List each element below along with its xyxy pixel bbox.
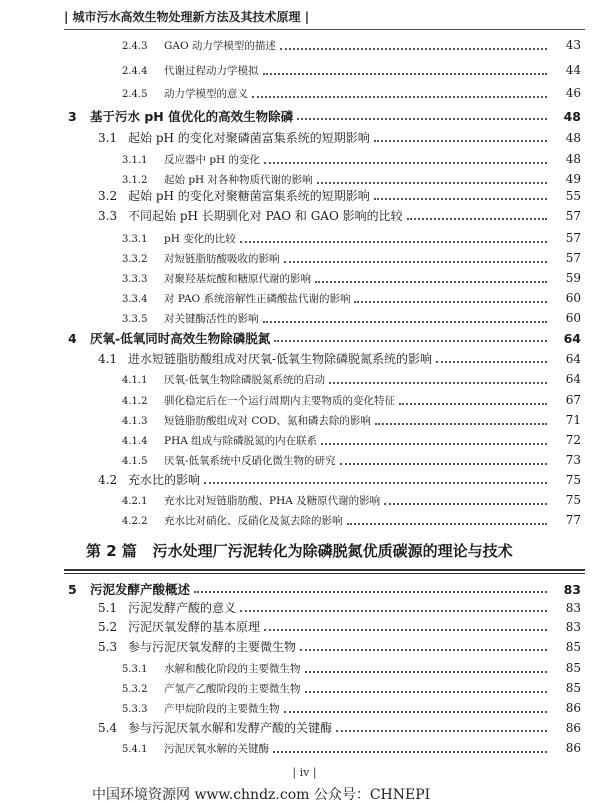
toc-entry	[0, 681, 609, 696]
toc-entry	[0, 741, 609, 756]
toc-entry-number: 3.3.4	[122, 294, 148, 305]
toc-entry-page: 44	[565, 63, 581, 77]
toc-entry-page: 46	[565, 86, 581, 100]
toc-entry-number: 3.3.5	[122, 314, 148, 325]
toc-entry-title: 产氢产乙酸阶段的主要微生物	[164, 683, 301, 695]
toc-entry-number: 5.3.1	[122, 664, 148, 675]
dot-leader	[284, 711, 548, 713]
toc-entry-number: 4	[68, 331, 77, 346]
toc-entry-title: 代谢过程动力学模拟	[164, 65, 259, 77]
toc-entry	[0, 433, 609, 448]
dot-leader	[384, 503, 547, 505]
toc-entry-number: 5.4.1	[122, 744, 148, 755]
toc-entry-title: 产甲烷阶段的主要微生物	[164, 703, 280, 715]
toc-entry-title: 充水比的影响	[128, 473, 201, 487]
toc-entry-title: 污泥发酵产酸的意义	[128, 601, 237, 615]
toc-entry-page: 83	[565, 620, 581, 634]
toc-entry	[0, 172, 609, 187]
toc-entry-number: 3.3.1	[122, 234, 148, 245]
toc-entry-number: 4.1.2	[122, 396, 148, 407]
dot-leader	[305, 671, 548, 673]
dot-leader	[263, 73, 548, 75]
toc-entry-number: 5	[68, 582, 77, 597]
dot-leader	[240, 610, 547, 612]
toc-entry-title: 驯化稳定后在一个运行周期内主要物质的变化特征	[164, 395, 395, 407]
dot-leader	[252, 96, 547, 98]
toc-entry-number: 3.3	[98, 209, 118, 223]
toc-entry-number: 4.1	[98, 352, 118, 366]
dot-leader	[399, 403, 547, 405]
toc-entry-number: 5.2	[98, 620, 118, 634]
toc-entry	[0, 350, 609, 367]
toc-entry-title: 参与污泥厌氧发酵的主要微生物	[128, 640, 297, 654]
toc-entry-page: 83	[565, 601, 581, 615]
toc-entry-title: 厌氧-低氧生物除磷脱氮系统的启动	[164, 374, 326, 386]
toc-entry-page: 67	[565, 393, 581, 407]
toc-entry-number: 2.4.5	[122, 89, 148, 100]
toc-entry-page: 48	[565, 131, 581, 145]
dot-leader	[204, 482, 547, 484]
toc-entry	[0, 86, 609, 101]
dot-leader	[375, 423, 547, 425]
toc-entry-number: 5.1	[98, 601, 118, 615]
toc-entry-title: 不同起始 pH 长期驯化对 PAO 和 GAO 影响的比较	[128, 209, 403, 223]
toc-entry-title: 基于污水 pH 值优化的高效生物除磷	[90, 109, 294, 124]
dot-leader	[315, 281, 547, 283]
running-header: | 城市污水高效生物处理新方法及其技术原理 |	[64, 10, 310, 24]
dot-leader	[374, 140, 547, 142]
toc-entry	[0, 372, 609, 387]
toc-entry-page: 86	[565, 721, 581, 735]
toc-entry-page: 85	[565, 640, 581, 654]
toc-entry	[0, 329, 609, 347]
toc-entry-title: 反应器中 pH 的变化	[164, 154, 261, 166]
dot-leader	[321, 443, 547, 445]
toc-entry-page: 57	[565, 231, 581, 245]
toc-entry-number: 3.3.2	[122, 254, 148, 265]
header-rule	[64, 29, 585, 30]
toc-entry-number: 5.3	[98, 640, 118, 654]
toc-entry	[0, 231, 609, 246]
dot-leader	[317, 182, 547, 184]
dot-leader	[407, 218, 547, 220]
dot-leader	[329, 382, 547, 384]
toc-entry-number: 4.1.5	[122, 456, 148, 467]
toc-entry-number: 4.2.2	[122, 516, 148, 527]
dot-leader	[297, 118, 547, 120]
toc-entry	[0, 311, 609, 326]
toc-entry-number: 3.1.1	[122, 155, 148, 166]
toc-entry-title: pH 变化的比较	[164, 233, 236, 245]
toc-entry-title: 对关键酶活性的影响	[164, 313, 259, 325]
part-rule	[64, 569, 585, 571]
toc-entry-page: 86	[565, 741, 581, 755]
dot-leader	[274, 340, 547, 342]
part-rule-thin	[64, 573, 585, 574]
toc-entry-number: 3.3.3	[122, 274, 148, 285]
toc-entry-page: 64	[563, 331, 581, 346]
toc-entry-page: 49	[565, 172, 581, 186]
toc-entry-page: 57	[565, 209, 581, 223]
toc-entry-title: 厌氧-低氧同时高效生物除磷脱氮	[90, 331, 271, 346]
toc-entry	[0, 393, 609, 408]
toc-entry-page: 48	[565, 152, 581, 166]
toc-entry-page: 64	[565, 352, 581, 366]
toc-entry-page: 55	[565, 189, 581, 203]
toc-entry-number: 2.4.4	[122, 66, 148, 77]
dot-leader	[194, 591, 547, 593]
toc-entry-number: 4.1.3	[122, 416, 148, 427]
toc-entry-title: 水解和酸化阶段的主要微生物	[164, 663, 301, 675]
toc-entry	[0, 207, 609, 224]
toc-entry-page: 77	[565, 513, 581, 527]
dot-leader	[273, 751, 547, 753]
dot-leader	[264, 629, 547, 631]
toc-entry-title: 动力学模型的意义	[164, 88, 248, 100]
toc-entry-title: 短链脂肪酸组成对 COD、氮和磷去除的影响	[164, 415, 371, 427]
toc-entry	[0, 291, 609, 306]
toc-entry	[0, 38, 609, 53]
toc-entry-page: 86	[565, 701, 581, 715]
toc-entry-page: 60	[565, 291, 581, 305]
toc-entry	[0, 580, 609, 598]
toc-entry-page: 85	[565, 681, 581, 695]
dot-leader	[340, 463, 547, 465]
toc-entry-number: 3	[68, 109, 77, 124]
dot-leader	[240, 241, 547, 243]
toc-entry-title: PHA 组成与除磷脱氮的内在联系	[164, 435, 318, 447]
toc-entry-number: 5.4	[98, 721, 118, 735]
toc-entry	[0, 618, 609, 635]
toc-entry-number: 4.1.1	[122, 375, 148, 386]
dot-leader	[264, 162, 547, 164]
toc-entry-page: 48	[563, 109, 581, 124]
toc-entry-number: 3.1.2	[122, 175, 148, 186]
toc-entry-title: 厌氧-低氧系统中反硝化微生物的研究	[164, 455, 336, 467]
toc-entry	[0, 63, 609, 78]
toc-entry-title: 污泥发酵产酸概述	[90, 582, 191, 597]
toc-entry-title: 对 PAO 系统溶解性正磷酸盐代谢的影响	[164, 293, 351, 305]
dot-leader	[305, 691, 548, 693]
toc-entry	[0, 413, 609, 428]
toc-entry-title: 起始 pH 的变化对聚糖菌富集系统的短期影响	[128, 189, 370, 203]
part-title: 污水处理厂污泥转化为除磷脱氮优质碳源的理论与技术	[152, 542, 513, 560]
toc-entry	[0, 513, 609, 528]
toc-entry	[0, 107, 609, 125]
toc-entry-page: 85	[565, 661, 581, 675]
toc-entry-title: 进水短链脂肪酸组成对厌氧-低氧生物除磷脱氮系统的影响	[128, 352, 433, 366]
dot-leader	[347, 523, 548, 525]
toc-entry-title: 充水比对短链脂肪酸、PHA 及糖原代谢的影响	[164, 495, 381, 507]
toc-entry	[0, 187, 609, 204]
toc-entry	[0, 599, 609, 616]
toc-entry	[0, 719, 609, 736]
toc-entry-title: 对短链脂肪酸吸收的影响	[164, 253, 280, 265]
toc-entry-title: 起始 pH 的变化对聚磷菌富集系统的短期影响	[128, 131, 370, 145]
toc-entry-number: 5.3.3	[122, 704, 148, 715]
toc-entry-number: 4.1.4	[122, 436, 148, 447]
toc-entry	[0, 701, 609, 716]
toc-entry-number: 5.3.2	[122, 684, 148, 695]
toc-entry-page: 83	[563, 582, 581, 597]
toc-entry	[0, 129, 609, 146]
toc-entry-title: 污泥厌氧水解的关键酶	[164, 743, 269, 755]
dot-leader	[436, 361, 547, 363]
dot-leader	[280, 48, 547, 50]
toc-entry	[0, 152, 609, 167]
toc-entry-page: 75	[565, 493, 581, 507]
toc-entry-page: 72	[565, 433, 581, 447]
dot-leader	[354, 301, 547, 303]
toc-entry-number: 2.4.3	[122, 41, 148, 52]
toc-entry-title: GAO 动力学模型的描述	[164, 40, 276, 52]
toc-entry-title: 对聚羟基烷酸和糖原代谢的影响	[164, 273, 311, 285]
toc-entry	[0, 453, 609, 468]
toc-entry-title: 充水比对硝化、反硝化及氮去除的影响	[164, 515, 343, 527]
toc-entry-number: 4.2.1	[122, 496, 148, 507]
toc-entry-page: 43	[565, 38, 581, 52]
toc-entry	[0, 251, 609, 266]
toc-entry-title: 污泥厌氧发酵的基本原理	[128, 620, 261, 634]
dot-leader	[336, 730, 547, 732]
dot-leader	[300, 649, 547, 651]
toc-entry-page: 75	[565, 473, 581, 487]
toc-entry-page: 71	[565, 413, 581, 427]
toc-entry	[0, 493, 609, 508]
page-number: | iv |	[292, 766, 317, 779]
toc-entry-title: 起始 pH 对各种物质代谢的影响	[164, 174, 313, 186]
toc-entry-number: 3.1	[98, 131, 118, 145]
dot-leader	[374, 198, 547, 200]
toc-entry-page: 60	[565, 311, 581, 325]
dot-leader	[263, 321, 548, 323]
part-heading	[86, 540, 513, 561]
toc-entry	[0, 638, 609, 655]
toc-entry-title: 参与污泥厌氧水解和发酵产酸的关键酶	[128, 721, 333, 735]
watermark-text: 中国环境资源网 www.chndz.com 公众号：CHNEPI	[92, 787, 431, 803]
toc-entry	[0, 471, 609, 488]
toc-entry-page: 73	[565, 453, 581, 467]
part-label: 第 2 篇	[86, 542, 137, 560]
toc-entry-page: 59	[565, 271, 581, 285]
toc-entry-page: 57	[565, 251, 581, 265]
toc-entry-number: 4.2	[98, 473, 118, 487]
toc-entry-number: 3.2	[98, 189, 118, 203]
toc-entry-page: 64	[565, 372, 581, 386]
dot-leader	[284, 261, 548, 263]
toc-entry	[0, 661, 609, 676]
toc-entry	[0, 271, 609, 286]
